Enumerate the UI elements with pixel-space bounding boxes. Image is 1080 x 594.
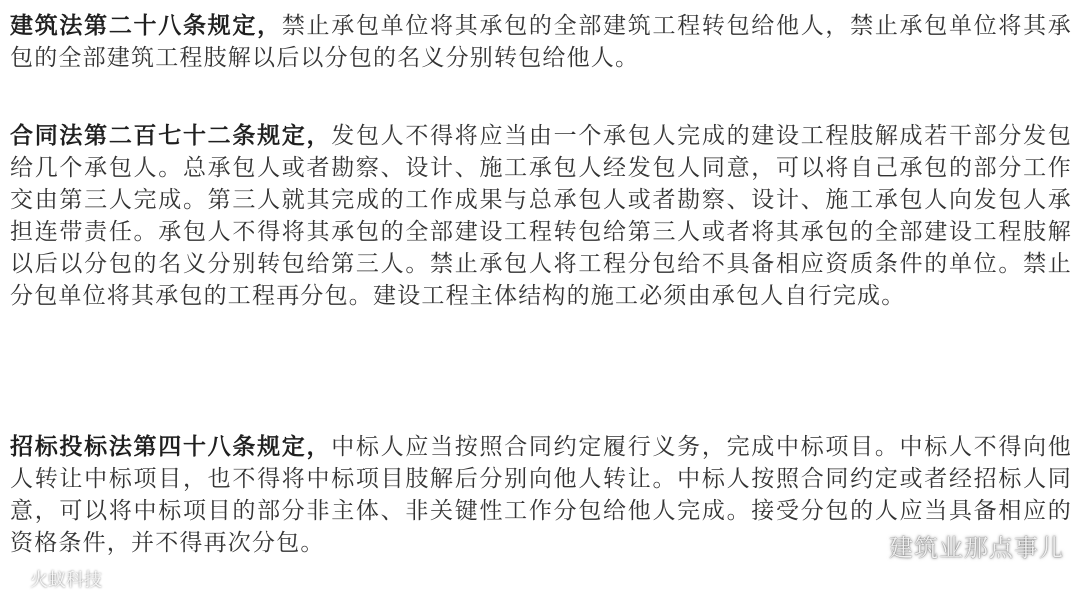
law-title: 招标投标法第四十八条规定， bbox=[10, 434, 332, 460]
watermark bbox=[847, 528, 1064, 563]
law-title: 建筑法第二十八条规定， bbox=[10, 13, 282, 39]
footer-watermark-text: 火蚁科技 bbox=[30, 570, 102, 591]
law-title: 合同法第二百七十二条规定， bbox=[10, 123, 332, 149]
logo-icon bbox=[6, 569, 26, 589]
paragraph-contract-law bbox=[10, 120, 1072, 312]
law-body: 中标人应当按照合同约定履行义务，完成中标项目。中标人不得向他人转让中标项目，也不得将中标项目肢解后分别向他人转让。中标人按照合同约定或者经招标人同意，可以将中标项目的部分非主体、非关键性工作分包给他人完成。接受分包的人应当具备相应的资格条件，并不得再次分包。 bbox=[10, 434, 1073, 556]
wechat-icon bbox=[847, 531, 883, 561]
law-body: 禁止承包单位将其承包的全部建筑工程转包给他人，禁止承包单位将其承包的全部建筑工程肢解以后以分包的名义分别转包给他人。 bbox=[10, 13, 1073, 71]
law-body: 发包人不得将应当由一个承包人完成的建设工程肢解成若干部分发包给几个承包人。总承包人或者勘察、设计、施工承包人经发包人同意，可以将自己承包的部分工作交由第三人完成。第三人就其完成的工作成果与总承包人或者勘察、设计、施工承包人向发包人承担连带责任。承包人不得将其承包的全部建设工程转包给第三人或者将其承包的全部建设工程肢解以后以分包的名义分别转包给第三人。禁止承包人将工程分包给不具备相应资质条件的单位。禁止分包单位将其承包的工程再分包。建设工程主体结构的施工必须由承包人自行完成。 bbox=[10, 123, 1073, 309]
footer-watermark bbox=[6, 566, 102, 592]
watermark-text: 建筑业那点事儿 bbox=[889, 534, 1064, 562]
paragraph-building-law bbox=[10, 10, 1072, 74]
